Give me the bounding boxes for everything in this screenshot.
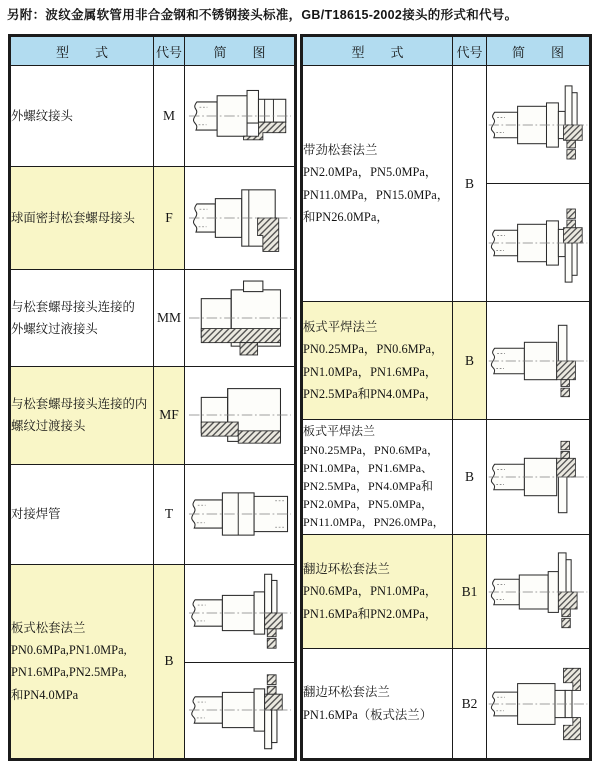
diagram-cell <box>487 649 591 760</box>
code-cell: B <box>453 420 487 535</box>
type-line: 螺纹过渡接头 <box>11 419 86 434</box>
type-line: PN1.6MPa,PN2.5MPa, <box>11 665 127 680</box>
type-cell <box>10 167 154 270</box>
type-line: PN1.0MPa，PN1.6MPa， <box>303 364 438 379</box>
diagram-cell <box>185 564 296 662</box>
type-cell <box>302 420 453 535</box>
table-row <box>302 649 591 760</box>
left-col-header-type: 型 式 <box>10 36 154 66</box>
diagram-cell <box>487 66 591 184</box>
table-row <box>10 66 296 167</box>
plate-weld-flange-up-diagram-icon <box>487 433 589 521</box>
type-line: PN0.6MPa，PN1.0MPa， <box>303 584 438 599</box>
code-cell: B1 <box>453 535 487 649</box>
diagram-cell <box>185 66 296 167</box>
type-line: PN1.0MPa，PN1.6MPa、 <box>303 460 434 475</box>
diagram-cell <box>185 662 296 759</box>
table-row <box>302 535 591 649</box>
code-cell: M <box>154 66 185 167</box>
table-row <box>302 420 591 535</box>
type-line: 和PN4.0MPa <box>11 687 79 702</box>
type-line: 板式平焊法兰 <box>303 424 376 439</box>
tables-container <box>8 34 593 761</box>
butt-weld-pipe-diagram-icon <box>185 470 294 558</box>
flared-ring-flange-diagram-icon <box>487 548 589 636</box>
table-row <box>10 464 296 564</box>
type-line: PN11.0MPa，PN26.0MPa， <box>303 515 445 530</box>
right-col-header-code: 代号 <box>453 36 487 66</box>
table-row <box>10 270 296 367</box>
table-row <box>302 302 591 420</box>
type-line: 翻边环松套法兰 <box>303 685 390 700</box>
type-cell <box>10 367 154 464</box>
type-cell <box>10 66 154 167</box>
neck-flange-down-diagram-icon <box>487 199 589 287</box>
table-row <box>10 167 296 270</box>
code-cell: B <box>453 66 487 302</box>
type-line: 对接焊管 <box>11 506 61 521</box>
male-female-fitting-diagram-icon <box>185 371 294 459</box>
code-cell: T <box>154 464 185 564</box>
left-col-header-diagram: 简 图 <box>185 36 296 66</box>
type-line: PN11.0MPa，PN15.0MPa， <box>303 187 450 202</box>
type-line: PN2.5MPa和PN4.0MPa， <box>303 386 438 401</box>
intro-text: 另附：波纹金属软管用非合金钢和不锈钢接头标准，GB/T18615-2002接头的形式和代号。 <box>7 8 518 22</box>
plate-weld-flange-down-diagram-icon <box>487 317 589 405</box>
type-cell <box>302 302 453 420</box>
male-thread-fitting-diagram-icon <box>185 72 294 160</box>
diagram-cell <box>487 535 591 649</box>
diagram-cell <box>185 167 296 270</box>
right-col-header-diagram: 简 图 <box>487 36 591 66</box>
type-cell <box>302 66 453 302</box>
type-cell <box>302 649 453 760</box>
type-line: PN1.6MPa和PN2.0MPa， <box>303 606 438 621</box>
type-cell <box>10 270 154 367</box>
table-row <box>302 66 591 184</box>
diagram-cell <box>185 367 296 464</box>
type-line: 板式平焊法兰 <box>303 319 378 334</box>
type-line: PN0.25MPa，PN0.6MPa， <box>303 442 440 457</box>
diagram-cell <box>487 184 591 302</box>
left-fittings-table <box>8 34 297 761</box>
type-line: 与松套螺母接头连接的内 <box>11 397 148 412</box>
type-line: 带劲松套法兰 <box>303 142 378 157</box>
type-line: 外螺纹过液接头 <box>11 322 98 337</box>
left-col-header-code: 代号 <box>154 36 185 66</box>
lap-flange-up-diagram-icon <box>185 569 294 657</box>
union-nut-fitting-diagram-icon <box>185 174 294 262</box>
type-line: 球面密封松套螺母接头 <box>11 211 135 226</box>
diagram-cell <box>487 302 591 420</box>
type-line: PN0.6MPa,PN1.0MPa, <box>11 643 127 657</box>
code-cell: B2 <box>453 649 487 760</box>
diagram-cell <box>487 420 591 535</box>
right-col-header-type: 型 式 <box>302 36 453 66</box>
code-cell: MM <box>154 270 185 367</box>
type-cell <box>302 535 453 649</box>
type-cell <box>10 464 154 564</box>
table-row <box>10 367 296 464</box>
type-line: 与松套螺母接头连接的 <box>11 300 135 315</box>
diagram-cell <box>185 464 296 564</box>
diagram-cell <box>185 270 296 367</box>
type-cell <box>10 564 154 759</box>
code-cell: MF <box>154 367 185 464</box>
table-row <box>10 564 296 662</box>
type-line: 外螺纹接头 <box>11 108 73 123</box>
type-line: PN2.5MPa，PN4.0MPa和 <box>303 479 434 493</box>
right-fittings-table <box>300 34 592 761</box>
type-line: 板式松套法兰 <box>11 620 86 635</box>
type-line: PN2.0MPa，PN5.0MPa， <box>303 165 438 180</box>
code-cell: B <box>154 564 185 759</box>
double-male-fitting-diagram-icon <box>185 274 294 362</box>
type-line: 翻边环松套法兰 <box>303 562 390 576</box>
code-cell: F <box>154 167 185 270</box>
type-line: PN0.25MPa，PN0.6MPa， <box>303 342 444 357</box>
type-line: PN2.0MPa，PN5.0MPa， <box>303 497 434 512</box>
code-cell: B <box>453 302 487 420</box>
lap-flange-down-diagram-icon <box>185 666 294 754</box>
type-line: PN1.6MPa（板式法兰） <box>303 707 433 722</box>
type-line: 和PN26.0MPa， <box>303 209 389 224</box>
neck-flange-up-diagram-icon <box>487 81 589 169</box>
flared-plate-flange-diagram-icon <box>487 660 589 748</box>
